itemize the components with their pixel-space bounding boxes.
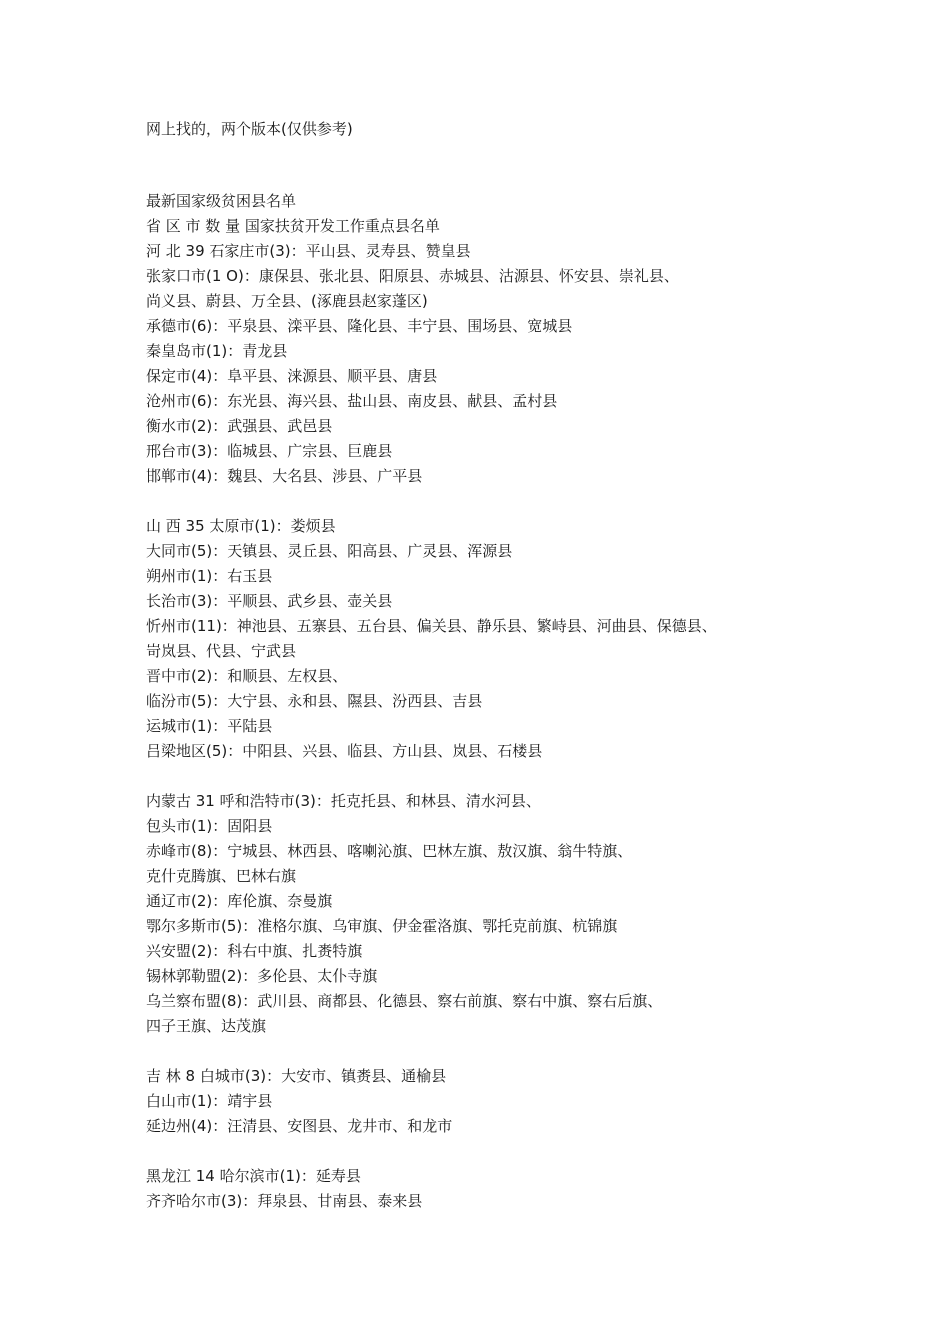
list-line: 四子王旗、达茂旗 [146, 1017, 267, 1035]
list-line: 保定市(4)：阜平县、涞源县、顺平县、唐县 [146, 367, 438, 385]
province-section [146, 1164, 717, 1214]
document-title: 最新国家级贫困县名单 [146, 192, 297, 210]
province-section [146, 514, 717, 764]
list-line: 衡水市(2)：武强县、武邑县 [146, 417, 333, 435]
list-line: 鄂尔多斯市(5)：准格尔旗、乌审旗、伊金霍洛旗、鄂托克前旗、杭锦旗 [146, 917, 618, 935]
list-line: 张家口市(1 O)：康保县、张北县、阳原县、赤城县、沽源县、怀安县、崇礼县、 [146, 267, 679, 285]
intro-note: 网上找的，两个版本(仅供参考) [146, 120, 353, 138]
list-line: 包头市(1)：固阳县 [146, 817, 273, 835]
list-line: 黑龙江 14 哈尔滨市(1)：延寿县 [146, 1167, 361, 1185]
list-line: 锡林郭勒盟(2)：多伦县、太仆寺旗 [146, 967, 378, 985]
list-line: 秦皇岛市(1)：青龙县 [146, 342, 288, 360]
province-section [146, 239, 717, 489]
list-line: 沧州市(6)：东光县、海兴县、盐山县、南皮县、献县、孟村县 [146, 392, 558, 410]
section-gap [146, 1039, 717, 1064]
list-line: 通辽市(2)：库伦旗、奈曼旗 [146, 892, 333, 910]
list-line: 兴安盟(2)：科右中旗、扎赉特旗 [146, 942, 363, 960]
section-gap [146, 764, 717, 789]
list-line: 朔州市(1)：右玉县 [146, 567, 273, 585]
list-line: 岢岚县、代县、宁武县 [146, 642, 297, 660]
list-line: 内蒙古 31 呼和浩特市(3)：托克托县、和林县、清水河县、 [146, 792, 541, 810]
list-line: 邢台市(3)：临城县、广宗县、巨鹿县 [146, 442, 393, 460]
list-line: 白山市(1)：靖宇县 [146, 1092, 273, 1110]
province-section [146, 1064, 717, 1139]
list-line: 晋中市(2)：和顺县、左权县、 [146, 667, 348, 685]
list-line: 运城市(1)：平陆县 [146, 717, 273, 735]
list-line: 吕梁地区(5)：中阳县、兴县、临县、方山县、岚县、石楼县 [146, 742, 543, 760]
section-gap [146, 1139, 717, 1164]
list-line: 河 北 39 石家庄市(3)：平山县、灵寿县、赞皇县 [146, 242, 471, 260]
list-line: 忻州市(11)：神池县、五寨县、五台县、偏关县、静乐县、繁峙县、河曲县、保德县、 [146, 617, 717, 635]
list-line: 克什克腾旗、巴林右旗 [146, 867, 297, 885]
list-line: 承德市(6)：平泉县、滦平县、隆化县、丰宁县、围场县、宽城县 [146, 317, 573, 335]
list-line: 赤峰市(8)：宁城县、林西县、喀喇沁旗、巴林左旗、敖汉旗、翁牛特旗、 [146, 842, 633, 860]
list-line: 尚义县、蔚县、万全县、(涿鹿县赵家蓬区) [146, 292, 428, 310]
list-line: 临汾市(5)：大宁县、永和县、隰县、汾西县、吉县 [146, 692, 483, 710]
province-sections [146, 239, 717, 1214]
list-line: 延边州(4)：汪清县、安图县、龙井市、和龙市 [146, 1117, 453, 1135]
list-line: 山 西 35 太原市(1)：娄烦县 [146, 517, 336, 535]
list-line: 齐齐哈尔市(3)：拜泉县、甘南县、泰来县 [146, 1192, 423, 1210]
list-line: 邯郸市(4)：魏县、大名县、涉县、广平县 [146, 467, 423, 485]
list-line: 吉 林 8 白城市(3)：大安市、镇赉县、通榆县 [146, 1067, 447, 1085]
section-gap [146, 489, 717, 514]
list-line: 大同市(5)：天镇县、灵丘县、阳高县、广灵县、浑源县 [146, 542, 513, 560]
document-body [146, 189, 717, 1214]
list-line: 长治市(3)：平顺县、武乡县、壶关县 [146, 592, 393, 610]
table-header: 省 区 市 数 量 国家扶贫开发工作重点县名单 [146, 217, 440, 235]
province-section [146, 789, 717, 1039]
list-line: 乌兰察布盟(8)：武川县、商都县、化德县、察右前旗、察右中旗、察右后旗、 [146, 992, 663, 1010]
